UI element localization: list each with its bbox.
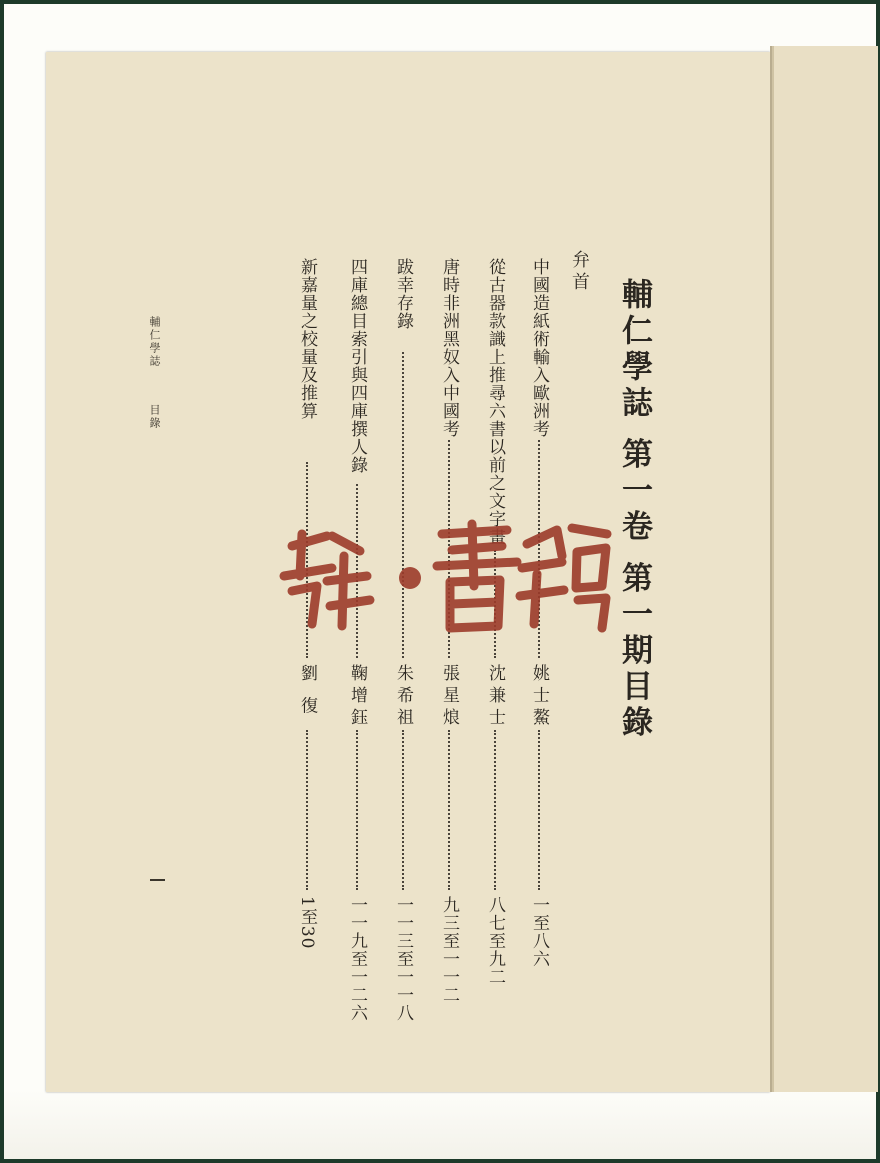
page-title: 輔仁學誌 第一卷 第一期目錄: [616, 278, 652, 742]
scan-shadow: [4, 1090, 876, 1159]
entry-pages: 一一九至一二六: [347, 896, 367, 1022]
leader-dots: [356, 730, 358, 890]
leader-dots: [448, 730, 450, 890]
entry-title: 跋幸存錄: [393, 258, 413, 330]
leader-dots: [538, 730, 540, 890]
entry-pages: 1至30: [297, 896, 317, 950]
entry-author: 鞠增鈺: [347, 664, 367, 730]
leader-dots: [494, 730, 496, 890]
entry-title: 四庫總目索引與四庫撰人錄: [347, 258, 367, 474]
entry-author: 朱希祖: [393, 664, 413, 730]
entry-pages: 八七至九二: [485, 896, 505, 986]
entry-author: 姚士鰲: [529, 664, 549, 730]
leader-dots: [402, 730, 404, 890]
library-stamp: [272, 516, 612, 636]
entry-title: 從古器款識上推尋六書以前之文字畫: [485, 258, 505, 546]
entry-title: 中國造紙術輸入歐洲考: [529, 258, 549, 438]
entry-title: 新嘉量之校量及推算: [297, 258, 317, 420]
leader-dots: [306, 730, 308, 890]
entry-title: 唐時非洲黑奴入中國考: [439, 258, 459, 438]
running-header: [146, 316, 162, 430]
entry-author: 張星烺: [439, 664, 459, 730]
entry-pages: 一至八六: [529, 896, 549, 968]
entry-pages: 九三至一一二: [439, 896, 459, 1004]
entry-author: 劉 復: [297, 664, 317, 719]
running-header-journal: 輔仁學誌: [148, 316, 161, 368]
running-header-label: 目錄: [148, 404, 161, 430]
section-heading: 弁首: [569, 250, 590, 294]
page-number: [150, 879, 165, 881]
right-page-edge: [772, 46, 878, 1092]
entry-author: 沈兼士: [485, 664, 505, 730]
entry-pages: 一一三至一一八: [393, 896, 413, 1022]
